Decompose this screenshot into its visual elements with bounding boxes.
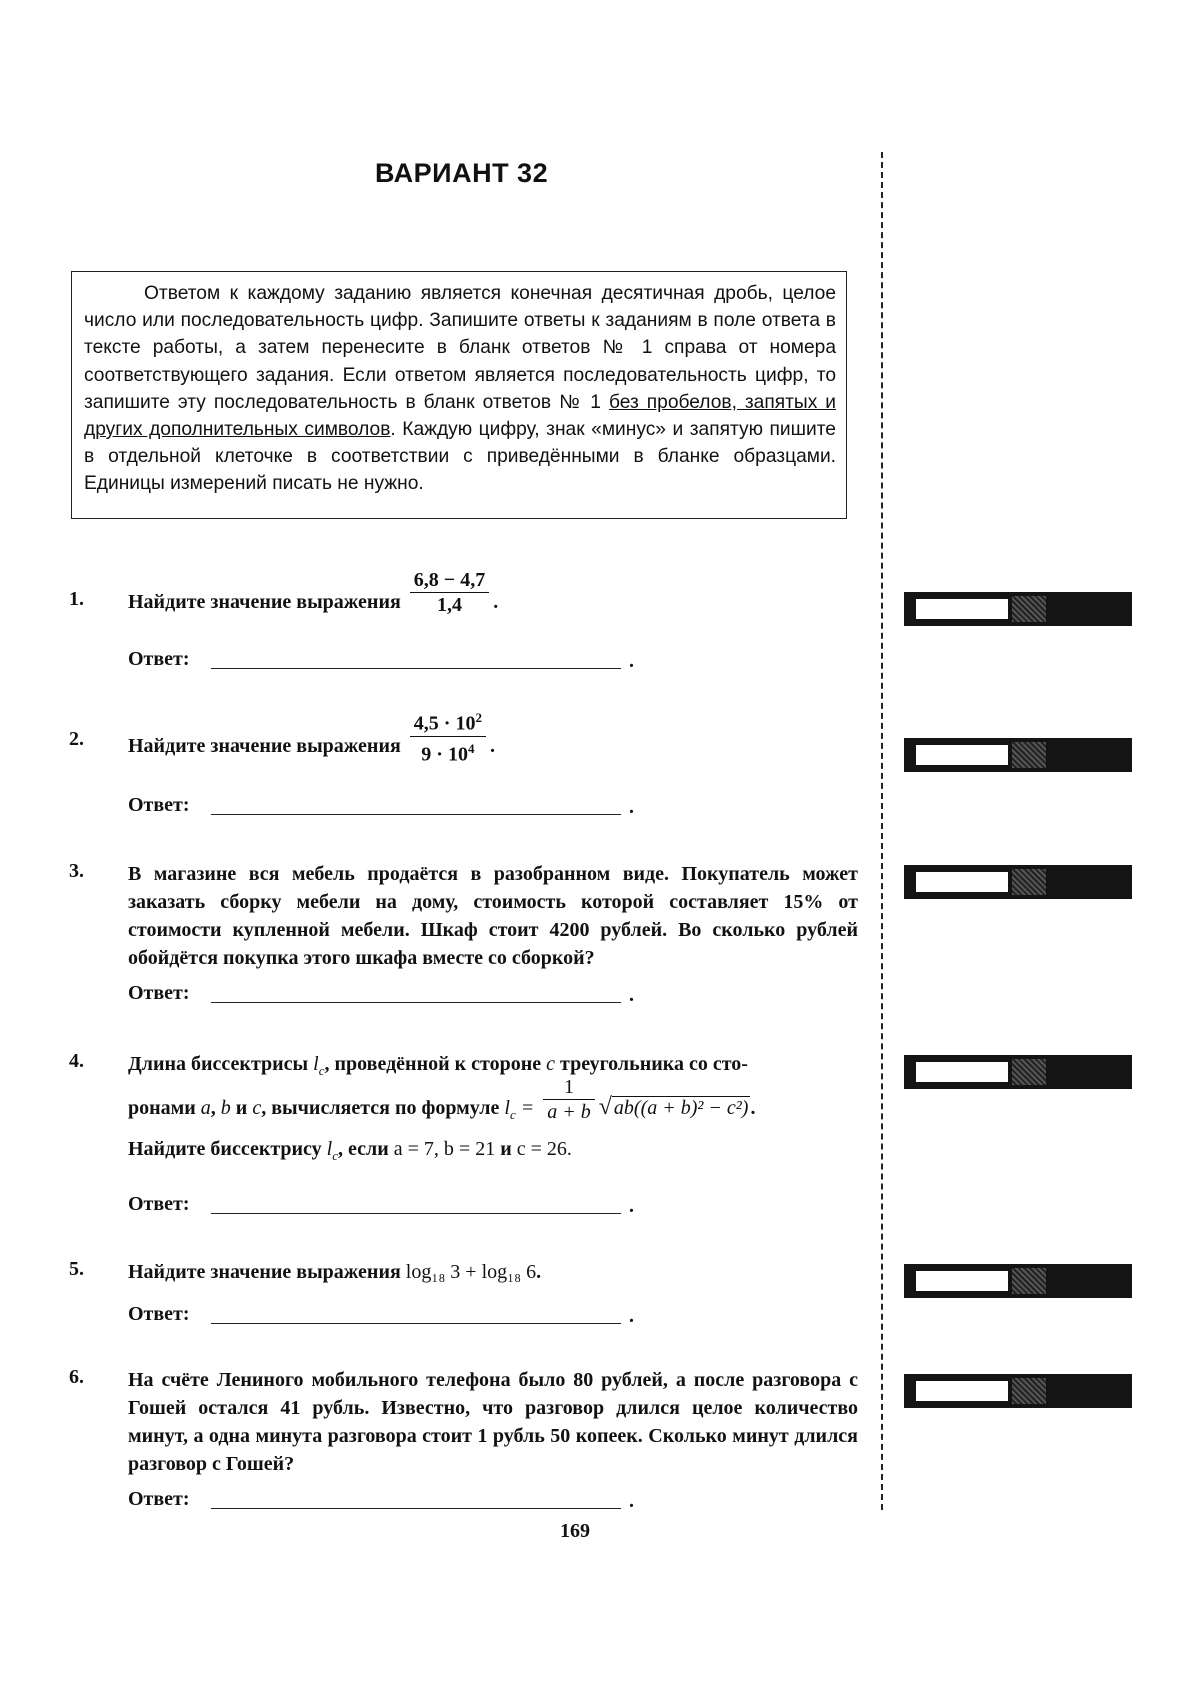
task-text: На счёте Лениного мобильного телефона было 80 рублей, а после разговора с Гошей остался 41 рубль. Известно, что разговор длился целое количество минут, а одна минута разговора стоит 1 рубль 50 копеек. Сколько минут длился разговор с Гошей?	[128, 1369, 858, 1475]
task-number: 4.	[69, 1050, 84, 1072]
task-4-line-3: Найдите биссектрису $l_c$, если a = 7, b = 21 и c = 26.	[128, 1138, 572, 1163]
answer-label: Ответ:	[128, 794, 190, 816]
task-5	[69, 1258, 859, 1338]
task-text: Найдите значение выражения $\frac{4,5 \cdot 10^2}{9 \cdot 10^4}$ .	[128, 728, 858, 766]
task-text: Найдите значение выражения $\frac{6,8 - 4,7}{1,4}$ .	[128, 568, 499, 616]
task-4-line-1: Длина биссектрисы $l_c$, проведённой к стороне c треугольника со сто-	[128, 1053, 748, 1078]
task-4	[69, 1050, 859, 1220]
formula: $l_c$ =	[504, 1097, 540, 1122]
answer-box-2[interactable]	[904, 738, 1132, 772]
answer-label: Ответ:	[128, 982, 190, 1004]
instructions-box	[71, 271, 847, 519]
answer-line[interactable]	[211, 1508, 621, 1509]
instructions-text: Ответом к каждому заданию является конечная десятичная дробь, целое число или последовательность цифр. Запишите ответы к заданиям в поле ответа в тексте работы, а затем перенесите в бланк ответов № 1 справа от номера соответствующего задания. Если ответом является последовательность цифр, то запишите эту последовательность в бланк ответов № 1 без пробелов, запятых и других дополнительных символов. Каждую цифру, знак «минус» и запятую пишите в отдельной клеточке в соответствии с приведёнными в бланке образцами. Единицы измерений писать не нужно.	[84, 283, 836, 495]
fraction: $\frac{6,8 - 4,7}{1,4}$	[410, 568, 489, 617]
task-1	[69, 568, 859, 692]
answer-box-1[interactable]	[904, 592, 1132, 626]
answer-line[interactable]	[211, 814, 621, 815]
page-number: 169	[560, 1520, 590, 1542]
answer-line[interactable]	[211, 1213, 621, 1214]
answer-line[interactable]	[211, 1323, 621, 1324]
answer-label: Ответ:	[128, 1303, 190, 1325]
answer-line[interactable]	[211, 668, 621, 669]
fraction: $\frac{4,5 \cdot 10^2}{9 \cdot 10^4}$	[410, 706, 486, 766]
task-number: 1.	[69, 588, 84, 610]
answer-label: Ответ:	[128, 648, 190, 670]
formula-root: ab((a + b)² − c²)	[613, 1097, 749, 1119]
answer-row: Ответ: .	[128, 648, 634, 672]
task-text: Найдите значение выражения log₁₈ 3 + log₁₈ 6.	[128, 1261, 542, 1283]
answer-row: Ответ: .	[128, 1488, 634, 1512]
formula-fraction: $\frac{1}{a + b}$	[543, 1075, 595, 1124]
answer-row: Ответ: .	[128, 794, 634, 818]
task-number: 2.	[69, 728, 84, 750]
expression: log₁₈ 3 + log₁₈ 6	[405, 1261, 537, 1283]
answer-row: Ответ: .	[128, 1193, 634, 1217]
answer-line[interactable]	[211, 1002, 621, 1003]
answer-label: Ответ:	[128, 1488, 190, 1510]
cut-line-divider	[881, 152, 883, 1510]
task-number: 3.	[69, 860, 84, 882]
answer-label: Ответ:	[128, 1193, 190, 1215]
task-number: 6.	[69, 1366, 84, 1388]
instructions-underlined: без пробелов, запятых и других дополнительных символов	[84, 391, 836, 441]
answer-row: Ответ: .	[128, 1303, 634, 1327]
task-text: В магазине вся мебель продаётся в разобранном виде. Покупатель может заказать сборку мебели на дому, стоимость которой составляет 15% от стоимости купленной мебели. Шкаф стоит 4200 рублей. Во сколько рублей обойдётся покупка этого шкафа вместе со сборкой?	[128, 863, 858, 969]
answer-row: Ответ: .	[128, 982, 634, 1006]
task-2	[69, 710, 859, 838]
page-title: ВАРИАНТ 32	[375, 158, 549, 188]
answer-box-4[interactable]	[904, 1055, 1132, 1089]
task-3	[69, 860, 859, 1010]
task-number: 5.	[69, 1258, 84, 1280]
task-4-line-2: ронами a, b и c, вычисляется по формуле $l_c$ = $\frac{1}{a + b}$ √ ab((a + b)² − c²) .	[128, 1075, 756, 1123]
answer-box-6[interactable]	[904, 1374, 1132, 1408]
answer-box-3[interactable]	[904, 865, 1132, 899]
answer-box-5[interactable]	[904, 1264, 1132, 1298]
task-6	[69, 1366, 859, 1516]
task-text	[128, 1050, 858, 1170]
